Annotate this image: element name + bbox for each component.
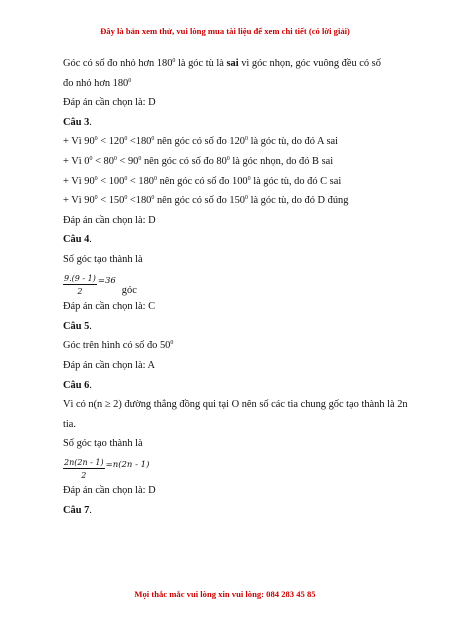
degree-sup: 0 bbox=[247, 175, 251, 182]
answer-line: Đáp án cần chọn là: C bbox=[63, 301, 156, 313]
formula-result: =36 bbox=[97, 275, 116, 286]
text-span: < 180 bbox=[127, 175, 154, 187]
reason-row bbox=[63, 152, 408, 172]
answer-line: Đáp án cần chọn là: D bbox=[63, 485, 156, 497]
text-span: nên góc có số đo 80 bbox=[141, 155, 227, 167]
question-title bbox=[63, 317, 408, 337]
formula-result: =n(2n - 1) bbox=[105, 459, 150, 470]
paragraph-line bbox=[63, 74, 408, 94]
text-span: Góc trên hình có số đo 50 bbox=[63, 340, 171, 352]
reason-row bbox=[63, 191, 408, 211]
answer-line: Đáp án cần chọn là: D bbox=[63, 214, 156, 226]
text-span: + Vì 90 bbox=[63, 136, 95, 148]
reason-row bbox=[63, 132, 408, 152]
degree-sup: 0 bbox=[153, 175, 157, 182]
degree-sup: 0 bbox=[244, 136, 248, 143]
text-span: . bbox=[89, 320, 92, 332]
paragraph-line: Vì có n(n ≥ 2) đường thẳng đồng qui tại O nên số các tia chung gốc tạo thành là 2n tia. bbox=[63, 399, 408, 430]
degree-sup: 0 bbox=[124, 195, 128, 202]
fraction bbox=[63, 273, 97, 297]
degree-sup: 0 bbox=[226, 155, 230, 162]
degree-sup: 0 bbox=[128, 77, 132, 84]
text-span: . bbox=[89, 379, 92, 391]
text-span: là góc tù, do đó D đúng bbox=[247, 195, 349, 207]
text-span: nên góc có số đo 120 bbox=[154, 136, 245, 148]
fraction bbox=[63, 457, 105, 481]
text-span: <180 bbox=[127, 195, 152, 207]
question-title bbox=[63, 501, 408, 521]
text-span: . bbox=[89, 116, 92, 128]
fraction-denominator: 2 bbox=[81, 471, 87, 481]
text-span: đo nhỏ hơn 180 bbox=[63, 77, 129, 89]
text-span: + Vì 0 bbox=[63, 155, 90, 167]
question-label: Câu 7 bbox=[63, 505, 90, 517]
question-label: Câu 5 bbox=[63, 320, 90, 332]
text-span: <180 bbox=[127, 136, 152, 148]
question-title bbox=[63, 113, 408, 133]
text-span: < 80 bbox=[92, 155, 114, 167]
reason-row bbox=[63, 172, 408, 192]
text-span: < 120 bbox=[97, 136, 125, 148]
paragraph-line bbox=[63, 54, 408, 74]
contact-footer: Mọi thắc mắc vui lòng xin vui lòng: 084 283 45 85 bbox=[134, 589, 316, 599]
text-span: là góc tù là bbox=[175, 58, 227, 69]
text-span: nên góc có số đo 100 bbox=[156, 175, 248, 187]
fraction-denominator: 2 bbox=[77, 287, 83, 297]
degree-sup: 0 bbox=[94, 195, 98, 202]
question-label: Câu 3 bbox=[63, 116, 90, 128]
degree-sup: 0 bbox=[94, 175, 98, 182]
question-label: Câu 6 bbox=[63, 379, 90, 391]
preview-banner: Đây là bản xem thử, vui lòng mua tài liệu để xem chi tiết (có lời giải) bbox=[100, 26, 350, 36]
text-span: . bbox=[89, 234, 92, 246]
question-title bbox=[63, 376, 408, 396]
formula bbox=[63, 272, 408, 298]
degree-sup: 0 bbox=[151, 136, 155, 143]
degree-sup: 0 bbox=[151, 195, 155, 202]
text-span: < 100 bbox=[97, 175, 125, 187]
text-span: < 150 bbox=[97, 195, 125, 207]
text-span: + Vì 90 bbox=[63, 175, 95, 187]
degree-sup: 0 bbox=[89, 155, 93, 162]
text-span: Góc có số đo nhỏ hơn 180 bbox=[63, 58, 173, 69]
degree-sup: 0 bbox=[124, 136, 128, 143]
text-span: là góc tù, do đó C sai bbox=[250, 175, 342, 187]
text-span: là góc nhọn, do đó B sai bbox=[229, 155, 334, 167]
paragraph-line bbox=[63, 336, 408, 356]
formula bbox=[63, 456, 408, 482]
text-span: . bbox=[89, 505, 92, 517]
degree-sup: 0 bbox=[138, 155, 142, 162]
text-span: vì góc nhọn, góc vuông đều có số bbox=[238, 58, 381, 69]
paragraph-line: Số góc tạo thành là bbox=[63, 253, 143, 265]
degree-sup: 0 bbox=[172, 58, 176, 64]
document-body bbox=[63, 54, 408, 521]
text-span: < 90 bbox=[116, 155, 139, 167]
degree-sup: 0 bbox=[113, 155, 117, 162]
answer-line: Đáp án cần chọn là: A bbox=[63, 359, 156, 371]
paragraph-line: Số góc tạo thành là bbox=[63, 438, 143, 450]
fraction-numerator: 2n(2n - 1) bbox=[64, 458, 104, 468]
degree-sup: 0 bbox=[94, 136, 98, 143]
degree-sup: 0 bbox=[124, 175, 128, 182]
degree-sup: 0 bbox=[170, 340, 174, 347]
question-title bbox=[63, 230, 408, 250]
answer-line: Đáp án cần chọn là: D bbox=[63, 97, 156, 109]
degree-sup: 0 bbox=[244, 195, 248, 202]
question-label: Câu 4 bbox=[63, 234, 90, 246]
fraction-numerator: 9.(9 - 1) bbox=[64, 274, 96, 284]
text-span: + Vì 90 bbox=[63, 195, 95, 207]
bold-word: sai bbox=[226, 58, 239, 69]
text-span: nên góc có số đo 150 bbox=[154, 195, 245, 207]
formula-unit: góc bbox=[121, 285, 137, 297]
text-span: là góc tù, do đó A sai bbox=[247, 136, 339, 148]
